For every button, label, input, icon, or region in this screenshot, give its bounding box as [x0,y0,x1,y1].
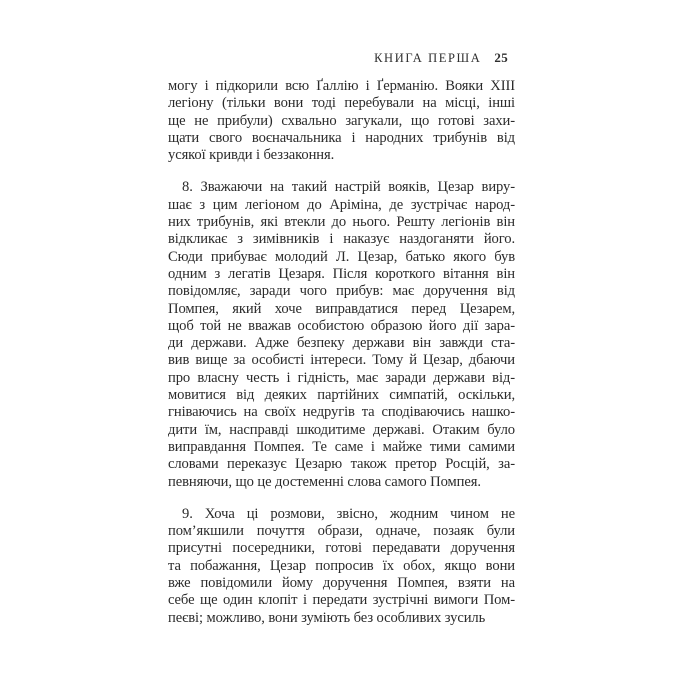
text-line: ще не прибули) схвально загукали, що готові захи- [168,112,515,129]
text-line: себе ще один клопіт і передати зустрічні вимоги Пом- [168,592,515,609]
text-line: вже повідомили йому доручення Помпея, взяти на [168,575,515,592]
text-line: Сюди прибуває молодий Л. Цезар, батько якого був [168,248,515,265]
body-text [168,78,515,627]
paragraph [168,179,515,490]
text-line: усякої кривди і беззаконня. [168,147,335,164]
text-line: мовитися від деяких партійних симпатій, оскільки, [168,387,515,404]
text-line: вив вище за особисті інтереси. Тому й Цезар, дбаючи [168,352,515,369]
page-number: 25 [494,50,508,65]
text-line: щоб той не вважав особистою образою його дії зара- [168,317,515,334]
text-line: дити їм, насправді шкодитиме державі. Отаким було [168,421,515,438]
text-line: певняючи, що це достеменні слова самого Помпея. [168,473,481,490]
text-line: одним з легатів Цезаря. Після короткого вітання він [168,265,515,282]
text-line: Помпея, який хоче виправдатися перед Цезарем, [168,300,515,317]
paragraph [168,506,515,627]
text-line: гніваючись на своїх недругів та сподіваючись нашко- [168,404,515,421]
paragraph [168,78,515,164]
running-header [168,50,515,65]
text-line: відкликає з зимівників і наказує наздоганяти його. [168,231,515,248]
text-line: присутні посередники, готові передавати доручення [168,540,515,557]
text-line: легіону (тільки вони тоді перебували на місці, інші [168,95,515,112]
text-block [168,50,515,627]
text-line: повідомляє, заради чого прибув: має доручення від [168,283,515,300]
text-line: щати свого воєначальника і народних трибунів від [168,129,515,146]
text-line: ди держави. Адже безпеку держави він завжди ста- [168,335,515,352]
text-line: словами переказує Цезарю також претор Росцій, за- [168,456,515,473]
text-line: них трибунів, які втекли до нього. Решту легіонів він [168,214,515,231]
text-line: виправдання Помпея. Те саме і майже тими самими [168,438,515,455]
chapter-title: КНИГА ПЕРША [374,51,482,65]
text-line: могу і підкорили всю Ґаллію і Ґерманію. Вояки XIII [168,78,515,94]
text-line: 9. Хоча ці розмови, звісно, жодним чином не [182,505,515,522]
text-line: шає з цим легіоном до Аріміна, де зустрічає народ- [168,196,515,213]
text-line: пом’якшили почуття образи, одначе, позаяк були [168,523,515,540]
text-line: пеєві; можливо, вони зуміють без особливих зусиль [168,609,486,626]
text-line: про власну честь і гідність, має заради держави від- [168,369,515,386]
text-line: 8. Зважаючи на такий настрій вояків, Цезар виру- [182,179,515,196]
text-line: та побажання, Цезар попросив їх обох, якщо вони [168,557,515,574]
